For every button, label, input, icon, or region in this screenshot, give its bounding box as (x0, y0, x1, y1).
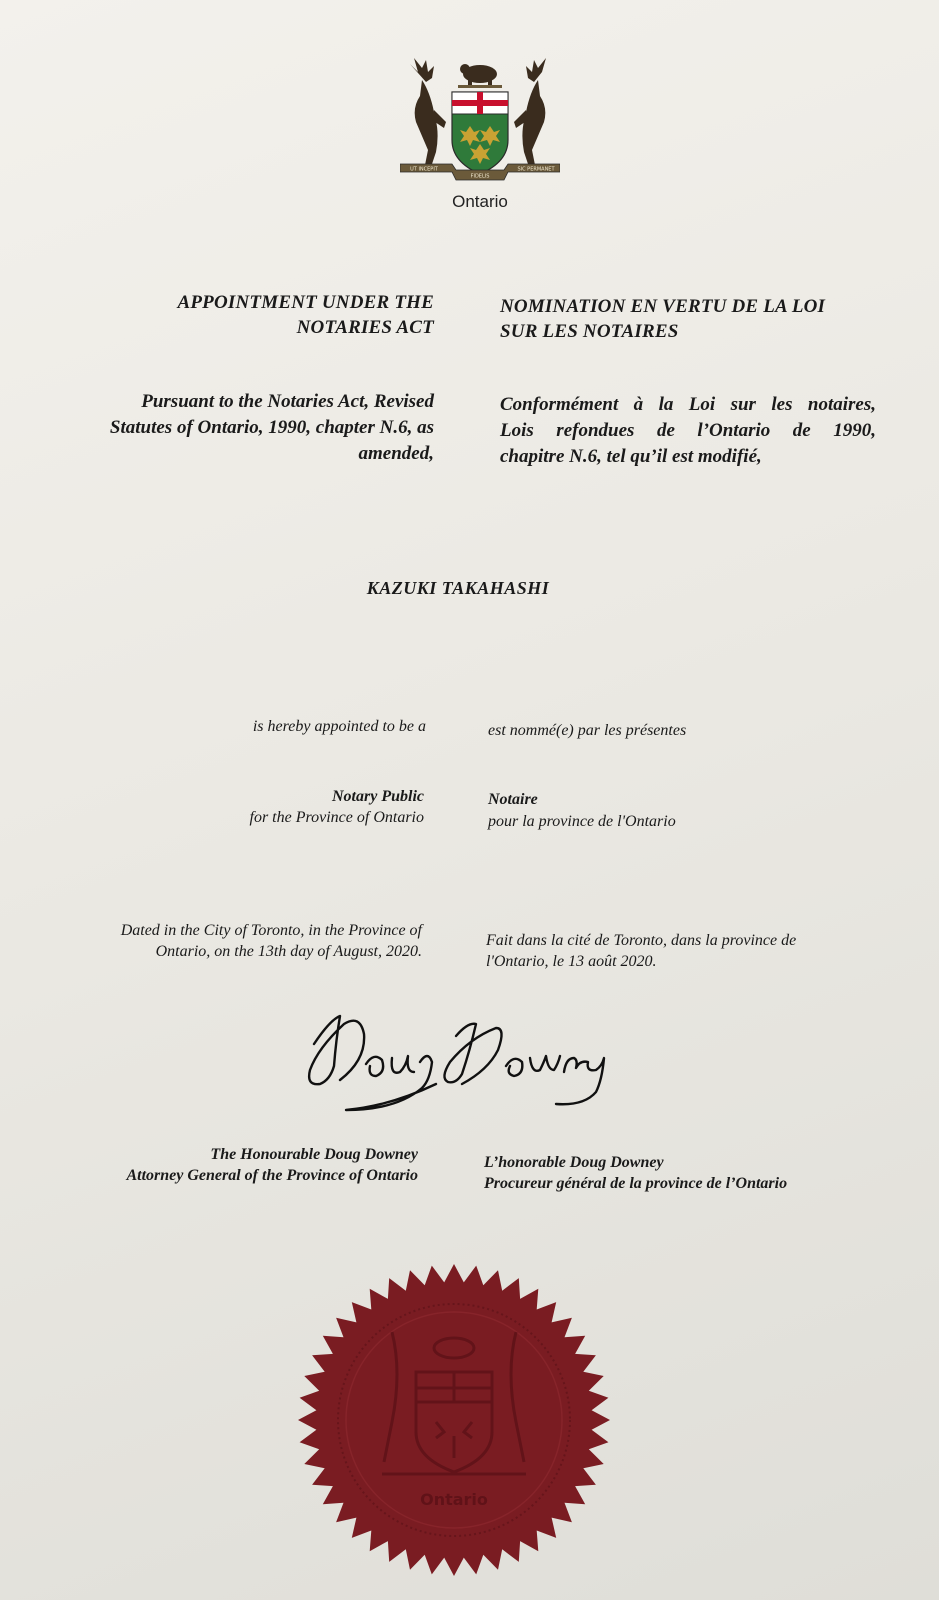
heading-english (60, 290, 434, 340)
office-english-sub: for the Province of Ontario (249, 809, 424, 826)
signatory-english-title: Attorney General of the Province of Ontario (126, 1167, 418, 1184)
office-english (100, 786, 424, 828)
office-french-sub: pour la province de l'Ontario (488, 813, 676, 830)
signatory-english-name: The Honourable Doug Downey (210, 1146, 418, 1163)
heading-french-line-2: SUR LES NOTAIRES (500, 321, 679, 342)
heading-french-line-1: NOMINATION EN VERTU DE LA LOI (500, 296, 826, 317)
heading-english-line-1: APPOINTMENT UNDER THE (177, 292, 434, 313)
pursuant-french-line-1: Conformément à la Loi sur les notaires, (500, 394, 876, 415)
moose-icon (410, 58, 446, 170)
signatory-french-name: L’honorable Doug Downey (484, 1154, 664, 1171)
office-french (488, 789, 828, 832)
signatory-french (484, 1152, 904, 1194)
appointed-french: est nommé(e) par les présentes (488, 722, 687, 739)
seal-label: Ontario (420, 1490, 488, 1509)
crest-label: Ontario (452, 192, 508, 211)
pursuant-french-line-2: Lois refondues de l’Ontario de 1990, (500, 420, 876, 441)
signatory-english (40, 1144, 418, 1186)
handwritten-signature (300, 1010, 620, 1120)
bear-icon (458, 64, 502, 88)
dated-french-line-2: l'Ontario, le 13 août 2020. (486, 953, 657, 970)
dated-french (486, 930, 886, 972)
office-english-title: Notary Public (332, 788, 424, 805)
office-french-title: Notaire (488, 791, 538, 808)
pursuant-french-line-3: chapitre N.6, tel qu’il est modifié, (500, 446, 762, 467)
motto-left: UT INCEPIT (410, 166, 438, 173)
appointee-name: KAZUKI TAKAHASHI (366, 578, 550, 598)
dated-english-line-2: Ontario, on the 13th day of August, 2020. (155, 943, 422, 960)
motto-right: SIC PERMANET (517, 166, 555, 173)
pursuant-english-line-3: amended, (358, 443, 434, 464)
heading-french (500, 294, 890, 344)
seal-star (298, 1264, 610, 1576)
pursuant-english (40, 389, 434, 467)
shield-icon (452, 92, 508, 174)
signatory-french-title: Procureur général de la province de l’Ontario (484, 1175, 788, 1192)
appointed-english: is hereby appointed to be a (252, 718, 426, 735)
dated-english-line-1: Dated in the City of Toronto, in the Province of (120, 922, 422, 939)
dated-french-line-1: Fait dans la cité de Toronto, dans la province de (486, 932, 797, 949)
deer-icon (514, 58, 550, 170)
pursuant-english-line-1: Pursuant to the Notaries Act, Revised (141, 391, 434, 412)
dated-english (40, 920, 422, 962)
pursuant-english-line-2: Statutes of Ontario, 1990, chapter N.6, as (109, 417, 434, 438)
heading-english-line-2: NOTARIES ACT (296, 317, 434, 338)
embossed-seal (296, 1262, 612, 1578)
ontario-coat-of-arms (400, 52, 560, 212)
pursuant-french (500, 392, 876, 470)
motto-center: FIDELIS (470, 173, 490, 180)
